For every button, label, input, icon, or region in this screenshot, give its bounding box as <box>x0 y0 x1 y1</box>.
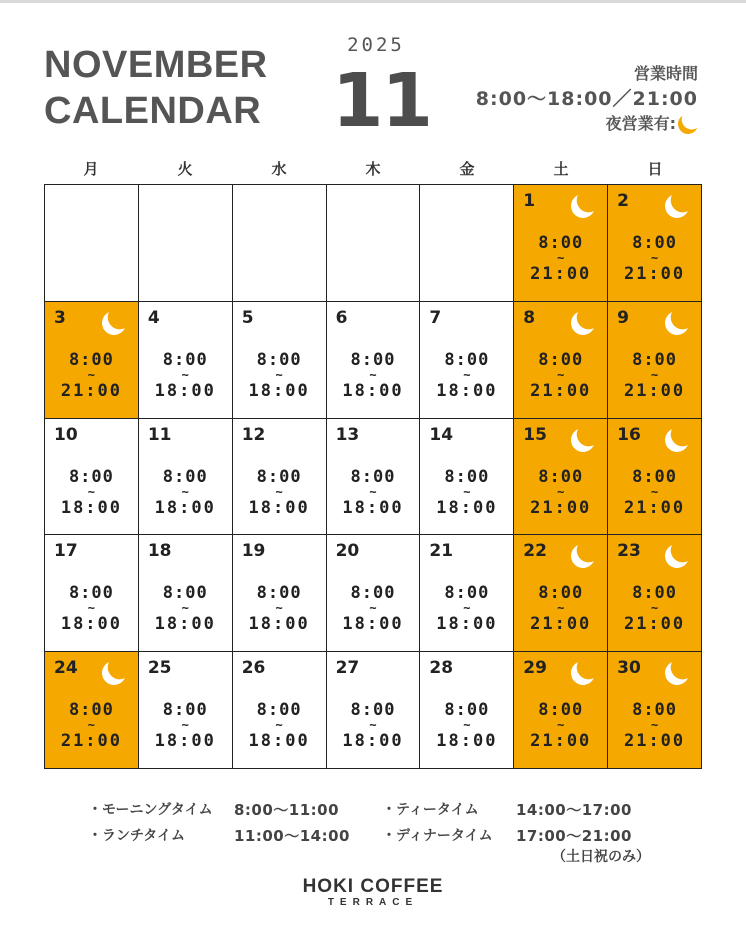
morning-time-value: 8:00〜11:00 <box>234 800 340 819</box>
day-cell <box>327 652 421 769</box>
open-time: 8:00 <box>256 700 302 721</box>
close-time: 18:00 <box>154 614 216 635</box>
day-cell <box>45 535 139 652</box>
night-service-legend <box>476 112 698 136</box>
day-number: 19 <box>241 541 266 562</box>
day-cell <box>45 419 139 536</box>
night-service-label: 夜営業有: <box>605 114 676 133</box>
day-hours <box>514 233 607 285</box>
day-hours <box>327 467 420 519</box>
day-cell <box>139 302 233 419</box>
day-cell <box>45 302 139 419</box>
business-hours-time: 8:00〜18:00／21:00 <box>475 88 698 110</box>
tilde-separator: ~ <box>463 718 471 733</box>
day-hours <box>514 350 607 402</box>
day-hours <box>514 467 607 519</box>
day-number: 6 <box>335 307 348 328</box>
moon-icon <box>568 542 597 571</box>
day-cell <box>327 302 421 419</box>
day-number: 22 <box>523 541 547 562</box>
close-time: 18:00 <box>154 380 216 401</box>
day-cell <box>327 535 421 652</box>
day-hours <box>420 467 513 519</box>
title-calendar: CALENDAR <box>44 90 262 132</box>
tilde-separator: ~ <box>369 718 377 733</box>
day-cell <box>420 652 514 769</box>
day-hours <box>327 700 420 752</box>
day-number: 28 <box>429 658 454 679</box>
empty-day-cell <box>420 185 514 302</box>
tilde-separator: ~ <box>650 601 659 616</box>
weekday-label: 月 <box>83 160 99 178</box>
day-number: 7 <box>429 307 442 328</box>
open-time: 8:00 <box>632 466 678 487</box>
close-time: 21:00 <box>623 264 686 284</box>
day-number: 29 <box>523 658 547 679</box>
open-time: 8:00 <box>162 349 208 370</box>
open-time: 8:00 <box>538 233 584 253</box>
moon-icon <box>662 308 691 337</box>
day-cell <box>514 419 608 536</box>
tilde-separator: ~ <box>650 367 659 382</box>
day-cell <box>139 652 233 769</box>
day-number: 23 <box>617 541 641 562</box>
day-number: 10 <box>54 424 78 445</box>
day-number: 27 <box>335 658 360 679</box>
close-time: 21:00 <box>530 264 592 284</box>
day-cell <box>420 302 514 419</box>
day-cell <box>608 185 702 302</box>
day-cell <box>233 535 327 652</box>
tilde-separator: ~ <box>369 484 377 499</box>
day-number: 17 <box>54 541 78 562</box>
day-number: 30 <box>617 658 641 679</box>
day-hours <box>139 467 232 519</box>
open-time: 8:00 <box>256 349 302 370</box>
open-time: 8:00 <box>68 583 114 604</box>
day-hours <box>45 467 138 519</box>
day-number: 26 <box>241 658 266 679</box>
close-time: 21:00 <box>60 731 123 752</box>
close-time: 18:00 <box>248 731 310 752</box>
day-hours <box>420 350 513 402</box>
empty-day-cell <box>327 185 421 302</box>
day-number: 13 <box>335 424 360 445</box>
empty-day-cell <box>45 185 139 302</box>
open-time: 8:00 <box>444 700 490 721</box>
tilde-separator: ~ <box>557 484 565 499</box>
close-time: 18:00 <box>248 614 310 635</box>
day-cell <box>327 419 421 536</box>
dinner-time-value: 17:00〜21:00 <box>516 826 632 845</box>
day-hours <box>233 467 326 519</box>
open-time: 8:00 <box>632 700 678 721</box>
tilde-separator: ~ <box>87 718 96 733</box>
close-time: 18:00 <box>436 614 498 635</box>
empty-day-cell <box>233 185 327 302</box>
day-hours <box>233 700 326 752</box>
logo-line1: HOKI COFFEE <box>302 876 444 897</box>
day-hours <box>608 350 701 402</box>
tilde-separator: ~ <box>181 367 189 382</box>
tea-time-label: ・ティータイム <box>382 802 479 818</box>
day-cell <box>233 652 327 769</box>
day-number: 14 <box>429 424 454 445</box>
open-time: 8:00 <box>538 349 584 370</box>
weekday-label: 日 <box>647 160 663 178</box>
day-cell <box>514 185 608 302</box>
moon-icon <box>568 425 597 454</box>
close-time: 18:00 <box>342 380 404 401</box>
tilde-separator: ~ <box>181 601 189 616</box>
close-time: 21:00 <box>623 614 686 635</box>
open-time: 8:00 <box>538 466 584 487</box>
open-time: 8:00 <box>162 583 208 604</box>
logo-line2: TERRACE <box>327 897 419 908</box>
weekday-label: 木 <box>365 160 381 178</box>
close-time: 21:00 <box>530 614 592 635</box>
open-time: 8:00 <box>350 700 396 721</box>
close-time: 18:00 <box>342 497 404 518</box>
day-cell <box>420 535 514 652</box>
dinner-time-label: ・ディナータイム <box>382 828 493 844</box>
tilde-separator: ~ <box>87 601 96 616</box>
weekday-label: 火 <box>177 160 193 178</box>
tilde-separator: ~ <box>275 601 283 616</box>
dinner-note: （土日祝のみ） <box>552 849 650 865</box>
day-number: 1 <box>523 191 536 211</box>
open-time: 8:00 <box>256 466 302 487</box>
day-hours <box>45 583 138 635</box>
top-divider <box>0 0 746 3</box>
day-number: 11 <box>147 424 172 445</box>
tilde-separator: ~ <box>369 601 377 616</box>
tilde-separator: ~ <box>275 718 283 733</box>
tilde-separator: ~ <box>463 484 471 499</box>
open-time: 8:00 <box>162 700 208 721</box>
close-time: 21:00 <box>530 731 592 752</box>
moon-icon <box>99 308 128 337</box>
close-time: 18:00 <box>248 380 310 401</box>
open-time: 8:00 <box>68 700 114 721</box>
title-month-name: NOVEMBER <box>44 44 268 86</box>
lunch-time-value: 11:00〜14:00 <box>234 826 350 845</box>
tilde-separator: ~ <box>557 251 565 265</box>
open-time: 8:00 <box>444 349 490 370</box>
tilde-separator: ~ <box>369 367 377 382</box>
weekday-label: 金 <box>459 160 475 178</box>
moon-icon <box>662 425 691 454</box>
day-cell <box>420 419 514 536</box>
tilde-separator: ~ <box>557 367 565 382</box>
open-time: 8:00 <box>350 583 396 604</box>
tilde-separator: ~ <box>557 601 565 616</box>
day-cell <box>139 419 233 536</box>
day-cell <box>608 535 702 652</box>
close-time: 21:00 <box>530 497 592 518</box>
open-time: 8:00 <box>68 466 114 487</box>
open-time: 8:00 <box>68 349 114 370</box>
tilde-separator: ~ <box>463 367 471 382</box>
day-cell <box>514 535 608 652</box>
menu-times <box>88 796 632 848</box>
calendar-grid <box>44 184 702 769</box>
day-number: 9 <box>617 307 629 328</box>
day-cell <box>233 419 327 536</box>
day-hours <box>45 350 138 402</box>
day-number: 21 <box>429 541 454 562</box>
tilde-separator: ~ <box>181 484 189 499</box>
close-time: 21:00 <box>623 731 686 752</box>
day-hours <box>139 350 232 402</box>
tilde-separator: ~ <box>557 718 565 733</box>
moon-icon <box>568 308 597 337</box>
close-time: 18:00 <box>342 614 404 635</box>
day-hours <box>327 350 420 402</box>
day-number: 15 <box>523 424 547 445</box>
day-hours <box>608 233 701 285</box>
close-time: 18:00 <box>154 731 216 752</box>
weekday-header <box>44 158 702 179</box>
open-time: 8:00 <box>162 466 208 487</box>
day-cell <box>608 302 702 419</box>
day-number: 20 <box>335 541 360 562</box>
day-number: 2 <box>617 191 629 211</box>
tilde-separator: ~ <box>275 367 283 382</box>
day-number: 4 <box>147 307 160 328</box>
close-time: 18:00 <box>436 731 498 752</box>
day-number: 5 <box>241 307 254 328</box>
weekday-label: 土 <box>553 160 569 178</box>
close-time: 21:00 <box>623 380 686 401</box>
day-hours <box>139 700 232 752</box>
tilde-separator: ~ <box>650 718 659 733</box>
day-hours <box>139 583 232 635</box>
tea-time-value: 14:00〜17:00 <box>516 800 632 819</box>
day-hours <box>514 700 607 752</box>
day-cell <box>608 652 702 769</box>
open-time: 8:00 <box>350 349 396 370</box>
moon-icon <box>568 191 597 220</box>
business-hours-box <box>476 62 698 136</box>
day-hours <box>608 583 701 635</box>
close-time: 21:00 <box>623 497 686 518</box>
empty-day-cell <box>139 185 233 302</box>
day-hours <box>327 583 420 635</box>
day-hours <box>45 700 138 752</box>
day-hours <box>514 583 607 635</box>
open-time: 8:00 <box>444 583 490 604</box>
open-time: 8:00 <box>350 466 396 487</box>
day-hours <box>233 350 326 402</box>
day-cell <box>233 302 327 419</box>
moon-icon <box>675 111 701 137</box>
day-hours <box>420 583 513 635</box>
day-hours <box>420 700 513 752</box>
tilde-separator: ~ <box>650 251 659 265</box>
close-time: 18:00 <box>60 614 123 635</box>
close-time: 21:00 <box>530 380 592 401</box>
tilde-separator: ~ <box>463 601 471 616</box>
close-time: 18:00 <box>154 497 216 518</box>
moon-icon <box>662 191 691 220</box>
open-time: 8:00 <box>632 349 678 370</box>
month-number: 11 <box>332 58 431 144</box>
moon-icon <box>568 658 597 687</box>
day-cell <box>139 535 233 652</box>
day-hours <box>608 467 701 519</box>
day-number: 25 <box>147 658 172 679</box>
menu-times-row <box>88 822 632 848</box>
year-label: 2025 <box>347 34 405 56</box>
day-cell <box>608 419 702 536</box>
day-number: 24 <box>54 658 78 679</box>
weekday-label: 水 <box>271 160 287 178</box>
moon-icon <box>662 658 691 687</box>
tilde-separator: ~ <box>87 484 96 499</box>
close-time: 18:00 <box>436 497 498 518</box>
day-cell <box>514 302 608 419</box>
day-number: 18 <box>147 541 172 562</box>
morning-time-label: ・モーニングタイム <box>88 802 213 818</box>
tilde-separator: ~ <box>181 718 189 733</box>
open-time: 8:00 <box>538 700 584 721</box>
close-time: 21:00 <box>60 380 123 401</box>
moon-icon <box>99 658 128 687</box>
day-cell <box>45 652 139 769</box>
open-time: 8:00 <box>538 583 584 604</box>
close-time: 18:00 <box>436 380 498 401</box>
day-hours <box>608 700 701 752</box>
tilde-separator: ~ <box>87 367 96 382</box>
tilde-separator: ~ <box>650 484 659 499</box>
open-time: 8:00 <box>256 583 302 604</box>
day-number: 3 <box>54 307 66 328</box>
open-time: 8:00 <box>632 233 678 253</box>
open-time: 8:00 <box>632 583 678 604</box>
day-hours <box>233 583 326 635</box>
close-time: 18:00 <box>60 497 123 518</box>
close-time: 18:00 <box>342 731 404 752</box>
moon-icon <box>662 542 691 571</box>
open-time: 8:00 <box>444 466 490 487</box>
day-number: 16 <box>617 424 641 445</box>
menu-times-row <box>88 796 632 822</box>
close-time: 18:00 <box>248 497 310 518</box>
day-cell <box>514 652 608 769</box>
tilde-separator: ~ <box>275 484 283 499</box>
business-hours-label: 営業時間 <box>633 64 698 83</box>
day-number: 12 <box>241 424 266 445</box>
lunch-time-label: ・ランチタイム <box>88 828 186 844</box>
day-number: 8 <box>523 307 536 328</box>
